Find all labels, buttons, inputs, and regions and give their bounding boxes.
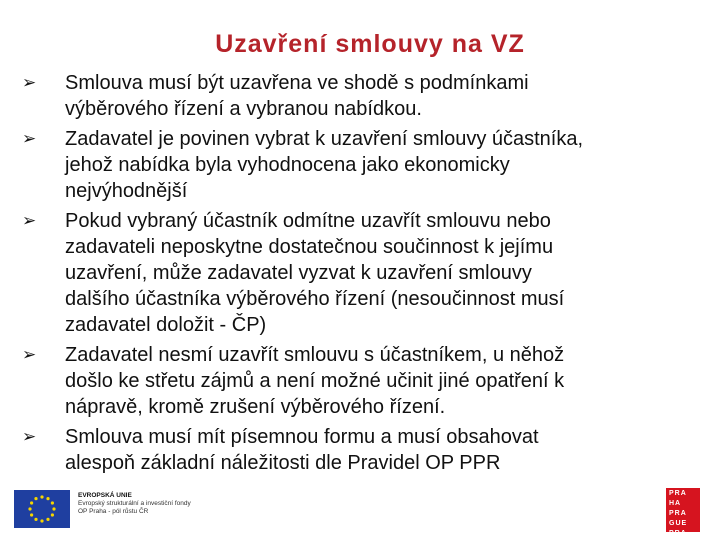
bullet-line: dalšího účastníka výběrového řízení (nesoučinnost musí bbox=[65, 288, 565, 310]
bullet-line: Pokud vybraný účastník odmítne uzavřít smlouvu nebo bbox=[65, 210, 551, 232]
eu-text bbox=[78, 492, 191, 516]
bullet-line: Smlouva musí mít písemnou formu a musí obsahovat bbox=[65, 426, 539, 448]
bullet-line: jehož nabídka byla vyhodnocena jako ekonomicky bbox=[65, 154, 510, 176]
bullet-line: zadavateli neposkytne dostatečnou součinnost k jejímu bbox=[65, 236, 554, 258]
arrow-right-icon: ➢ bbox=[22, 345, 37, 364]
bullet-item bbox=[18, 342, 698, 420]
bullet-list bbox=[18, 70, 698, 480]
praha-logo-line: PRA HA bbox=[669, 490, 687, 507]
bullet-line: Zadavatel nesmí uzavřít smlouvu s účastníkem, u něhož bbox=[65, 344, 565, 366]
bullet-item bbox=[18, 126, 698, 204]
bullet-line: došlo ke střetu zájmů a není možné učinit jiné opatření k bbox=[65, 370, 565, 392]
eu-fund-label: Evropský strukturální a investiční fondy bbox=[78, 500, 191, 507]
bullet-item bbox=[18, 208, 698, 338]
praha-logo bbox=[666, 488, 700, 557]
bullet-item bbox=[18, 424, 698, 476]
arrow-right-icon: ➢ bbox=[22, 427, 37, 446]
bullet-line: výběrového řízení a vybranou nabídkou. bbox=[65, 98, 422, 120]
bullet-line: nápravě, kromě zrušení výběrového řízení. bbox=[65, 396, 446, 418]
arrow-right-icon: ➢ bbox=[22, 211, 37, 230]
eu-flag-logo bbox=[14, 490, 70, 528]
arrow-right-icon: ➢ bbox=[22, 129, 37, 148]
slide-title: Uzavření smlouvy na VZ bbox=[215, 30, 525, 58]
praha-logo-line: PRA GA bbox=[669, 530, 687, 547]
arrow-right-icon: ➢ bbox=[22, 73, 37, 92]
praha-logo-line: PRA G bbox=[669, 550, 696, 557]
eu-label: EVROPSKÁ UNIE bbox=[78, 492, 132, 499]
praha-logo-line: PRA GUE bbox=[669, 510, 688, 527]
bullet-line: zadavatel doložit - ČP) bbox=[65, 314, 267, 336]
footer bbox=[0, 488, 720, 557]
bullet-line: alespoň základní náležitosti dle Pravidel OP PPR bbox=[65, 452, 501, 474]
bullet-line: Smlouva musí být uzavřena ve shodě s podmínkami bbox=[65, 72, 529, 94]
bullet-line: Zadavatel je povinen vybrat k uzavření smlouvy účastníka, bbox=[65, 128, 584, 150]
eu-program-label: OP Praha - pól růstu ČR bbox=[78, 508, 149, 515]
bullet-line: nejvýhodnější bbox=[65, 180, 188, 202]
bullet-line: uzavření, může zadavatel vyzvat k uzavření smlouvy bbox=[65, 262, 532, 284]
bullet-item bbox=[18, 70, 698, 122]
